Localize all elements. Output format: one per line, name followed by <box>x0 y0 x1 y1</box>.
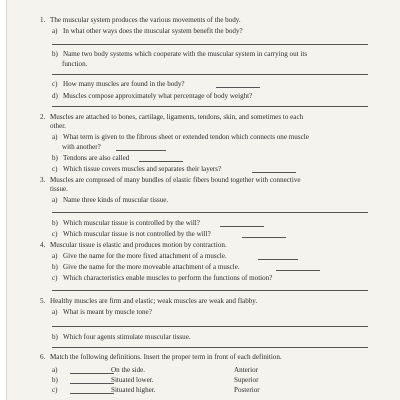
question-1a: a) In what other ways does the muscular system benefit the body? <box>52 27 243 35</box>
question-2c: c) Which tissue covers muscles and separates their layers? <box>52 165 222 173</box>
match-row-b: b) Situated lower. <box>52 376 154 384</box>
answer-blank-2a[interactable] <box>116 150 166 151</box>
question-2-cont: other. <box>50 122 66 130</box>
question-2a: a) What term is given to the fibrous sheet or extended tendon which connects one muscle <box>52 133 309 141</box>
question-3: 3. Muscles are composed of many bundles of elastic fibers bound together with connective <box>40 176 301 184</box>
answer-blank-2b[interactable] <box>139 161 183 162</box>
match-term-posterior: Posterior <box>234 386 260 394</box>
question-3b: b) Which muscular tissue is controlled by the will? <box>52 219 200 227</box>
question-5: 5. Healthy muscles are firm and elastic; weak muscles are weak and flabby. <box>40 297 258 305</box>
match-row-c: c) Situated higher. <box>52 386 156 394</box>
match-blank-b[interactable] <box>70 383 114 384</box>
question-6: 6. Match the following definitions. Insert the proper term in front of each definition. <box>40 353 282 361</box>
question-5b: b) Which four agents stimulate muscular tissue. <box>52 333 191 341</box>
question-4a: a) Give the name for the more fixed attachment of a muscle. <box>52 252 227 260</box>
question-1b-cont: function. <box>62 60 88 68</box>
answer-blank-1c[interactable] <box>216 87 260 88</box>
question-3c: c) Which muscular tissue is not controlled by the will? <box>52 230 211 238</box>
question-5a: a) What is meant by muscle tone? <box>52 308 152 316</box>
answer-blank-2c[interactable] <box>252 172 296 173</box>
answer-line-1a[interactable] <box>52 44 368 45</box>
question-1c: c) How many muscles are found in the body? <box>52 80 185 88</box>
question-2a-cont: with another? <box>62 143 101 151</box>
answer-line-1d[interactable] <box>52 106 368 107</box>
answer-line-1b[interactable] <box>52 74 368 75</box>
question-3a: a) Name three kinds of muscular tissue. <box>52 196 169 204</box>
question-1b: b) Name two body systems which cooperate with the muscular system in carrying out its <box>52 50 308 58</box>
worksheet-page <box>6 0 400 400</box>
question-2: 2. Muscles are attached to bones, cartilage, ligaments, tendons, skin, and sometimes to each <box>40 113 304 121</box>
answer-blank-3b[interactable] <box>220 226 264 227</box>
match-term-superior: Superior <box>234 376 259 384</box>
question-1d: d) Muscles compose approximately what percentage of body weight? <box>52 92 253 100</box>
answer-line-3a[interactable] <box>52 212 368 213</box>
question-4: 4. Muscular tissue is elastic and produces motion by contraction. <box>40 241 227 249</box>
answer-line-4c[interactable] <box>52 290 368 291</box>
question-1: 1. The muscular system produces the various movements of the body. <box>40 16 241 24</box>
match-blank-a[interactable] <box>70 373 114 374</box>
question-2b: b) Tendons are also called <box>52 154 130 162</box>
question-4b: b) Give the name for the more moveable attachment of a muscle. <box>52 263 240 271</box>
question-4c: c) Which characteristics enable muscles to perform the functions of motion? <box>52 274 273 282</box>
question-3-cont: tissue. <box>50 185 68 193</box>
answer-line-5a[interactable] <box>52 326 368 327</box>
match-blank-c[interactable] <box>70 393 114 394</box>
answer-blank-3c[interactable] <box>242 237 286 238</box>
answer-blank-4b[interactable] <box>276 270 320 271</box>
match-row-a: a) On the side. <box>52 366 146 374</box>
match-term-anterior: Anterior <box>234 366 259 374</box>
answer-blank-4a[interactable] <box>258 259 298 260</box>
answer-line-5b[interactable] <box>52 347 368 348</box>
